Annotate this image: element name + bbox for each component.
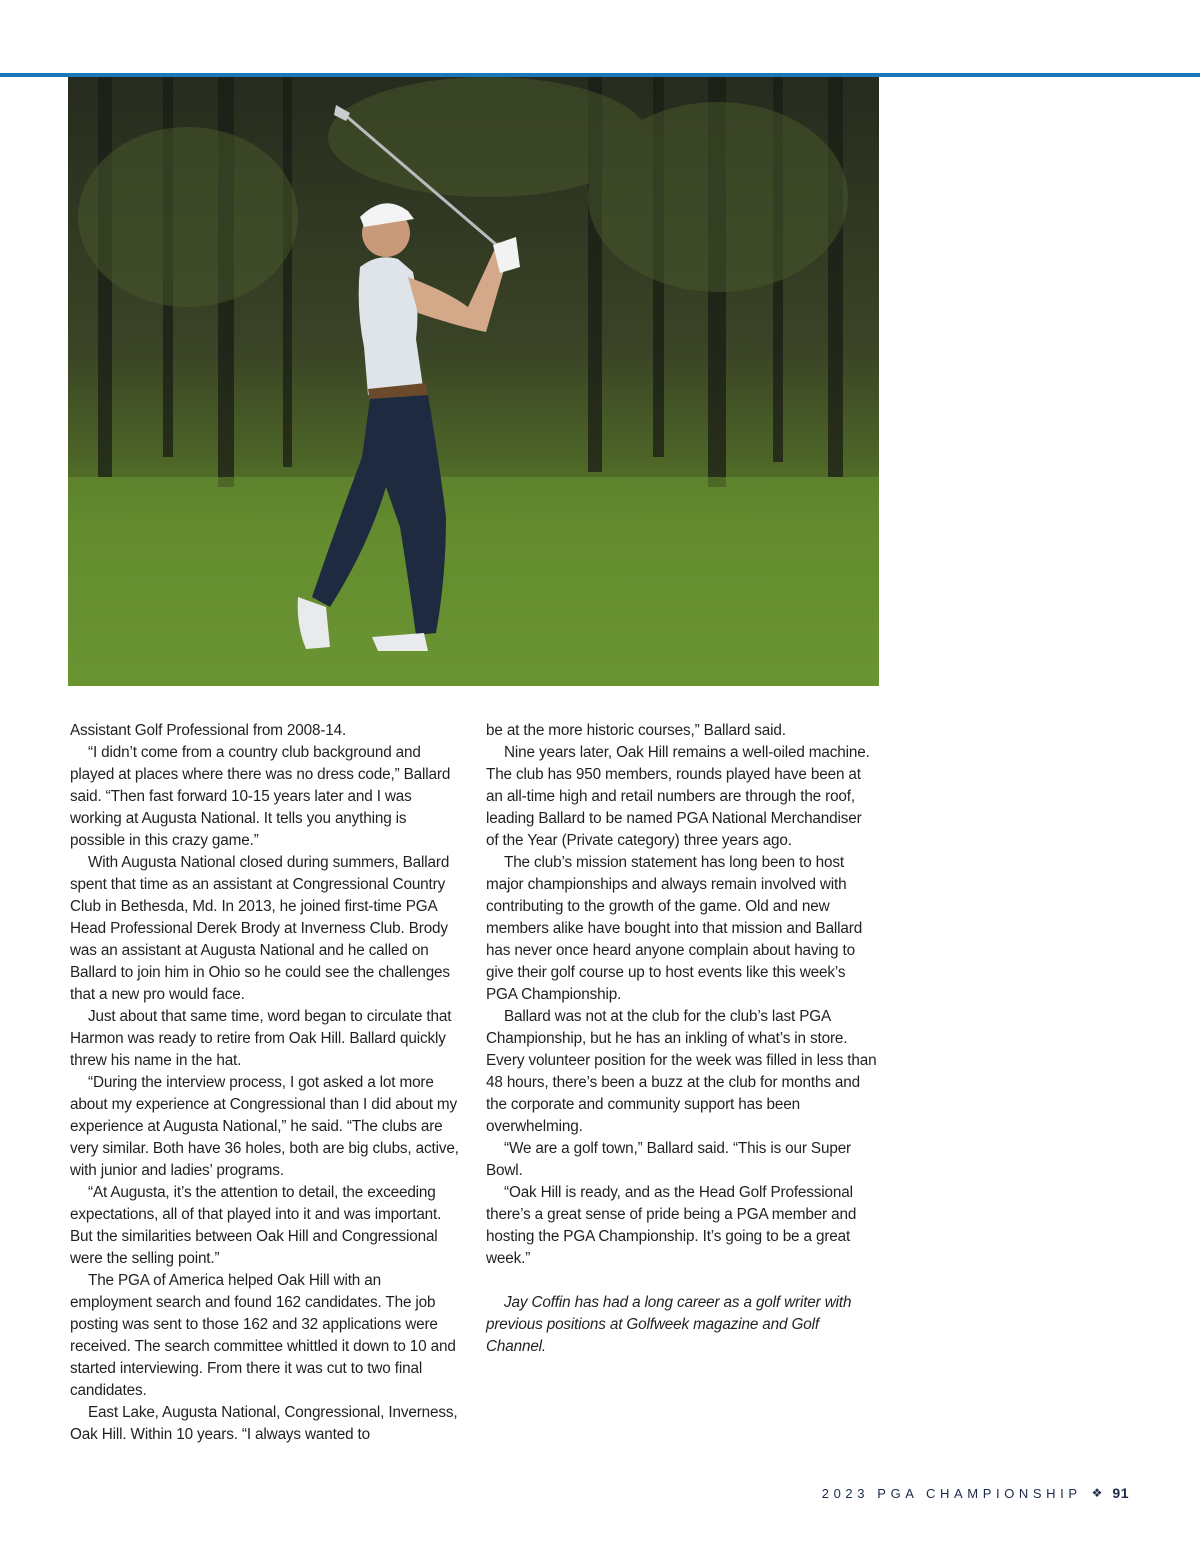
paragraph: “Oak Hill is ready, and as the Head Golf Professional there’s a great sense of pride being a PGA member and hosting the PGA Championship. It’s going to be a great week.” xyxy=(486,1184,857,1267)
article-column-left xyxy=(70,720,462,1446)
paragraph: “I didn’t come from a country club background and played at places where there was no dress code,” Ballard said. “Then fast forward 10-15 years later and I was working at Augusta National. It tells you anything is possible in this crazy game.” xyxy=(70,744,451,849)
page-footer xyxy=(822,1483,1129,1503)
paragraph: be at the more historic courses,” Ballard said. xyxy=(486,722,786,739)
paragraph: “We are a golf town,” Ballard said. “This is our Super Bowl. xyxy=(486,1140,851,1179)
author-bio: Jay Coffin has had a long career as a golf writer with previous positions at Golfweek magazine and Golf Channel. xyxy=(486,1294,852,1355)
article-column-right xyxy=(486,720,878,1358)
paragraph: The club’s mission statement has long been to host major championships and always remain involved with contributing to the growth of the game. Old and new members alike have bought into that mission and Ballard has never once heard anyone complain about having to give their golf course up to host events like this week’s PGA Championship. xyxy=(486,854,863,1003)
paragraph: Assistant Golf Professional from 2008-14. xyxy=(70,722,347,739)
paragraph: The PGA of America helped Oak Hill with an employment search and found 162 candidates. The job posting was sent to those 162 and 32 applications were received. The search committee whittled it down to 10 and started interviewing. From there it was cut to two final candidates. xyxy=(70,1272,456,1399)
page-number: 91 xyxy=(1112,1485,1129,1501)
paragraph: East Lake, Augusta National, Congressional, Inverness, Oak Hill. Within 10 years. “I always wanted to xyxy=(70,1404,458,1443)
publication-name: 2023 PGA CHAMPIONSHIP xyxy=(821,1485,1082,1501)
diamond-ornament-icon: ❖ xyxy=(1091,1486,1103,1500)
golfer-photo-illustration xyxy=(68,77,879,686)
paragraph: Ballard was not at the club for the club’s last PGA Championship, but he has an inkling of what’s in store. Every volunteer position for the week was filled in less than 48 hours, there’s been a buzz at the club for months and the corporate and community support has been overwhelming. xyxy=(486,1008,877,1135)
paragraph: “During the interview process, I got asked a lot more about my experience at Congressional than I did about my experience at Augusta National,” he said. “The clubs are very similar. Both have 36 holes, both are big clubs, active, with junior and ladies’ programs. xyxy=(70,1074,459,1179)
paragraph: Nine years later, Oak Hill remains a well-oiled machine. The club has 950 members, rounds played have been at an all-time high and retail numbers are through the roof, leading Ballard to be named PGA National Merchandiser of the Year (Private category) three years ago. xyxy=(486,744,870,849)
golfer-photo xyxy=(68,77,879,686)
paragraph: Just about that same time, word began to circulate that Harmon was ready to retire from Oak Hill. Ballard quickly threw his name in the hat. xyxy=(70,1008,452,1069)
paragraph: With Augusta National closed during summers, Ballard spent that time as an assistant at Congressional Country Club in Bethesda, Md. In 2013, he joined first-time PGA Head Professional Derek Brody at Inverness Club. Brody was an assistant at Augusta National and he called on Ballard to join him in Ohio so he could see the challenges that a new pro would face. xyxy=(70,854,450,1003)
paragraph: “At Augusta, it’s the attention to detail, the exceeding expectations, all of that played into it and was important. But the similarities between Oak Hill and Congressional were the selling point.” xyxy=(70,1184,442,1267)
